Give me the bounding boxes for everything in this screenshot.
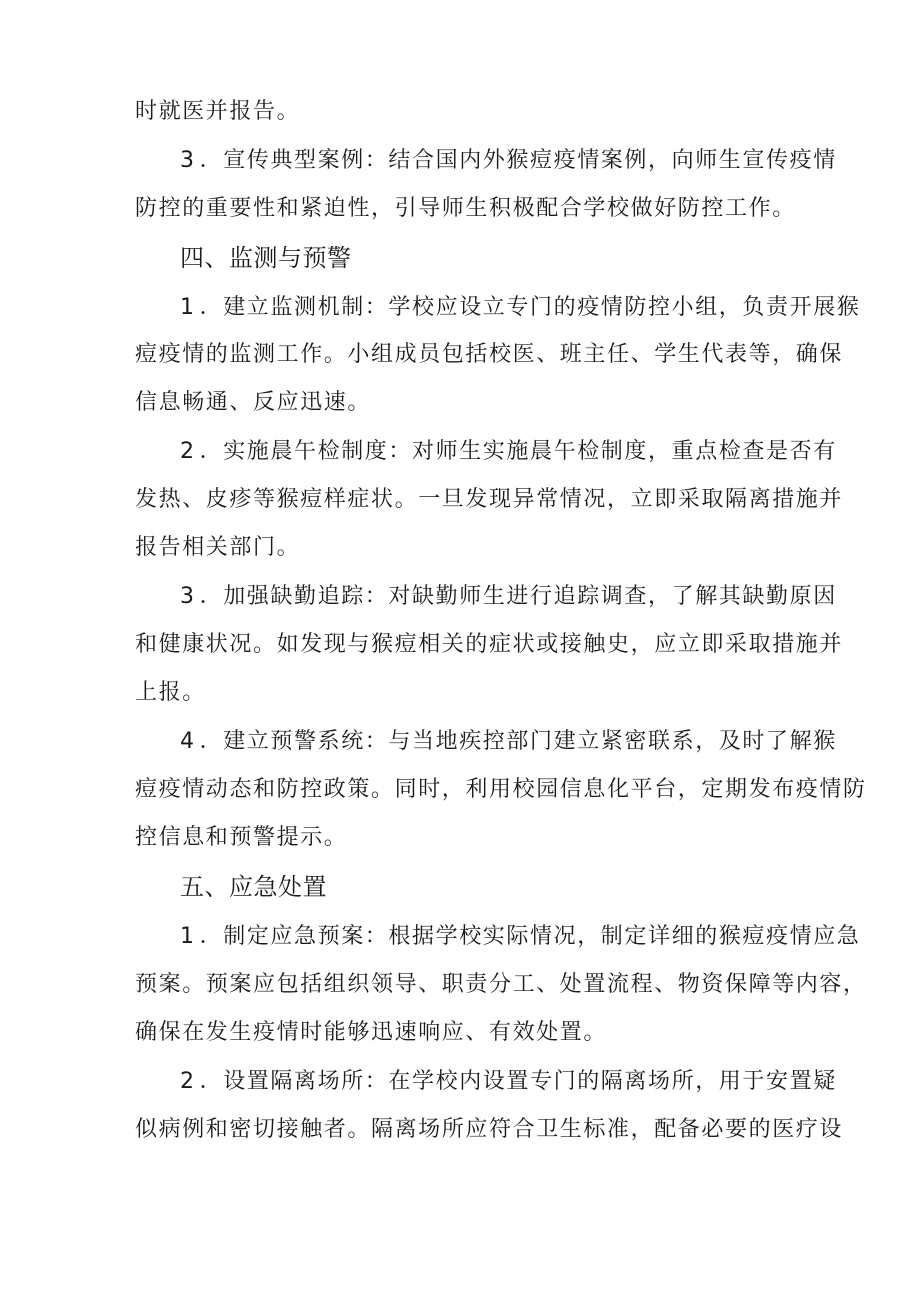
paragraph-line: 发热、皮疹等猴痘样症状。一旦发现异常情况，立即采取隔离措施并 <box>135 487 844 512</box>
list-item-text: ．建立监测机制：学校应设立专门的疫情防控小组，负责开展猴 <box>199 295 861 320</box>
list-number: 4 <box>180 729 196 754</box>
list-item-line <box>180 146 837 176</box>
list-item-line <box>180 1067 837 1097</box>
paragraph-line: 痘疫情动态和防控政策。同时，利用校园信息化平台，定期发布疫情防 <box>135 777 867 802</box>
section-heading: 五、应急处置 <box>180 873 327 901</box>
list-number: 2 <box>180 439 196 464</box>
list-item-text: ．实施晨午检制度：对师生实施晨午检制度，重点检查是否有 <box>199 439 837 464</box>
paragraph-line: 和健康状况。如发现与猴痘相关的症状或接触史，应立即采取措施并 <box>135 632 844 657</box>
paragraph-line: 防控的重要性和紧迫性，引导师生积极配合学校做好防控工作。 <box>135 196 796 221</box>
section-heading: 四、监测与预警 <box>180 244 352 272</box>
list-item-text: ．制定应急预案：根据学校实际情况，制定详细的猴痘疫情应急 <box>199 924 861 949</box>
list-number: 1 <box>180 295 196 320</box>
list-number: 2 <box>180 1069 196 1094</box>
list-item-text: ．宣传典型案例：结合国内外猴痘疫情案例，向师生宣传疫情 <box>199 148 837 173</box>
paragraph-line: 时就医并报告。 <box>135 99 301 124</box>
paragraph-line: 预案。预案应包括组织领导、职责分工、处置流程、物资保障等内容， <box>135 972 867 997</box>
paragraph-line: 上报。 <box>135 680 206 705</box>
paragraph-line: 信息畅通、反应迅速。 <box>135 390 372 415</box>
list-item-line <box>180 727 837 757</box>
list-item-text: ．设置隔离场所：在学校内设置专门的隔离场所，用于安置疑 <box>199 1069 837 1094</box>
list-number: 3 <box>180 148 196 173</box>
paragraph-line: 报告相关部门。 <box>135 535 301 560</box>
paragraph-line: 控信息和预警提示。 <box>135 825 348 850</box>
list-item-line <box>180 437 837 467</box>
list-item-line <box>180 293 860 323</box>
list-item-text: ．加强缺勤追踪：对缺勤师生进行追踪调查，了解其缺勤原因 <box>199 584 837 609</box>
list-number: 3 <box>180 584 196 609</box>
paragraph-line: 确保在发生疫情时能够迅速响应、有效处置。 <box>135 1020 608 1045</box>
list-number: 1 <box>180 924 196 949</box>
paragraph-line: 似病例和密切接触者。隔离场所应符合卫生标准，配备必要的医疗设 <box>135 1117 844 1142</box>
paragraph-line: 痘疫情的监测工作。小组成员包括校医、班主任、学生代表等，确保 <box>135 342 844 367</box>
list-item-line <box>180 582 837 612</box>
list-item-line <box>180 922 860 952</box>
list-item-text: ．建立预警系统：与当地疾控部门建立紧密联系，及时了解猴 <box>199 729 837 754</box>
